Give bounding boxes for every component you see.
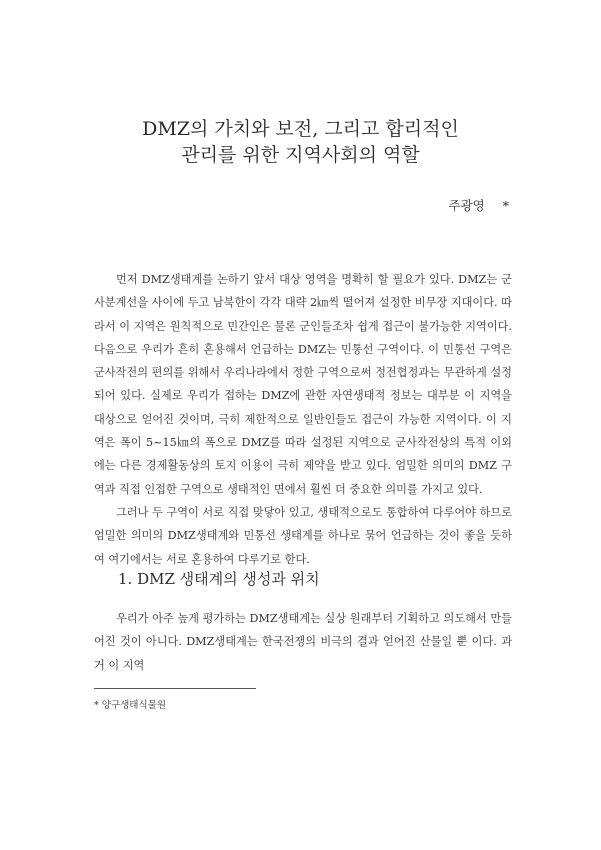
footnote: * 양구생태식물원	[94, 700, 167, 711]
author-line	[449, 196, 509, 214]
author-name: 주광영	[448, 198, 485, 213]
section-1-paragraph-1: 우리가 아주 높게 평가하는 DMZ생태계는 실상 원래부터 기획하고 의도해서 만들어진 것이 아니다. DMZ생태계는 한국전쟁의 비극의 결과 얻어진 산물일 뿐 이다. 과거 이 지역	[94, 612, 512, 672]
intro-section	[94, 268, 512, 571]
title-line-2: 관리를 위한 지역사회의 역할	[181, 144, 420, 166]
author-footnote-mark: *	[502, 198, 509, 213]
intro-paragraph-1: 먼저 DMZ생태계를 논하기 앞서 대상 영역을 명확히 할 필요가 있다. DMZ는 군사분계선을 사이에 두고 남북한이 각각 대략 2㎞씩 떨어져 설정한 비무장 지대이다. 따라서 이 지역은 원칙적으로 민간인은 물론 군인들조차 쉽게 접근이 불가능한 지역이다. 다음으로 우리가 흔히 혼용해서 언급하는 DMZ는 민통선 구역이다. 이 민통선 구역은 군사작전의 편의를 위해서 우리나라에서 정한 구역으로써 정전협정과는 무관하게 설정되어 있다. 실제로 우리가 접하는 DMZ에 관한 자연생태적 정보는 대부분 이 지역을 대상으로 얻어진 것이며, 극히 제한적으로 일반인들도 접근이 가능한 지역이다. 이 지역은 폭이 5~15㎞의 폭으로 DMZ를 따라 설정된 지역으로 군사작전상의 특적 이외에는 다른 경제활동상의 토지 이용이 극히 제약을 받고 있다. 엄밀한 의미의 DMZ 구역과 직접 인접한 구역으로 생태적인 면에서 훨씬 더 중요한 의미를 가지고 있다.	[94, 273, 512, 496]
section-1-heading: 1. DMZ 생태계의 생성과 위치	[118, 570, 320, 588]
footnote-divider	[94, 688, 256, 689]
intro-paragraph-2: 그러나 두 구역이 서로 직접 맞닿아 있고, 생태적으로도 통합하여 다루어야 하므로 엄밀한 의미의 DMZ생태계와 민통선 생태계를 하나로 묶어 언급하는 것이 좋을 듯하여 여기에서는 서로 혼용하여 다루기로 한다.	[94, 505, 512, 566]
paper-title	[0, 116, 601, 168]
title-line-1: DMZ의 가치와 보전, 그리고 합리적인	[142, 118, 459, 140]
section-1-body	[94, 607, 512, 677]
